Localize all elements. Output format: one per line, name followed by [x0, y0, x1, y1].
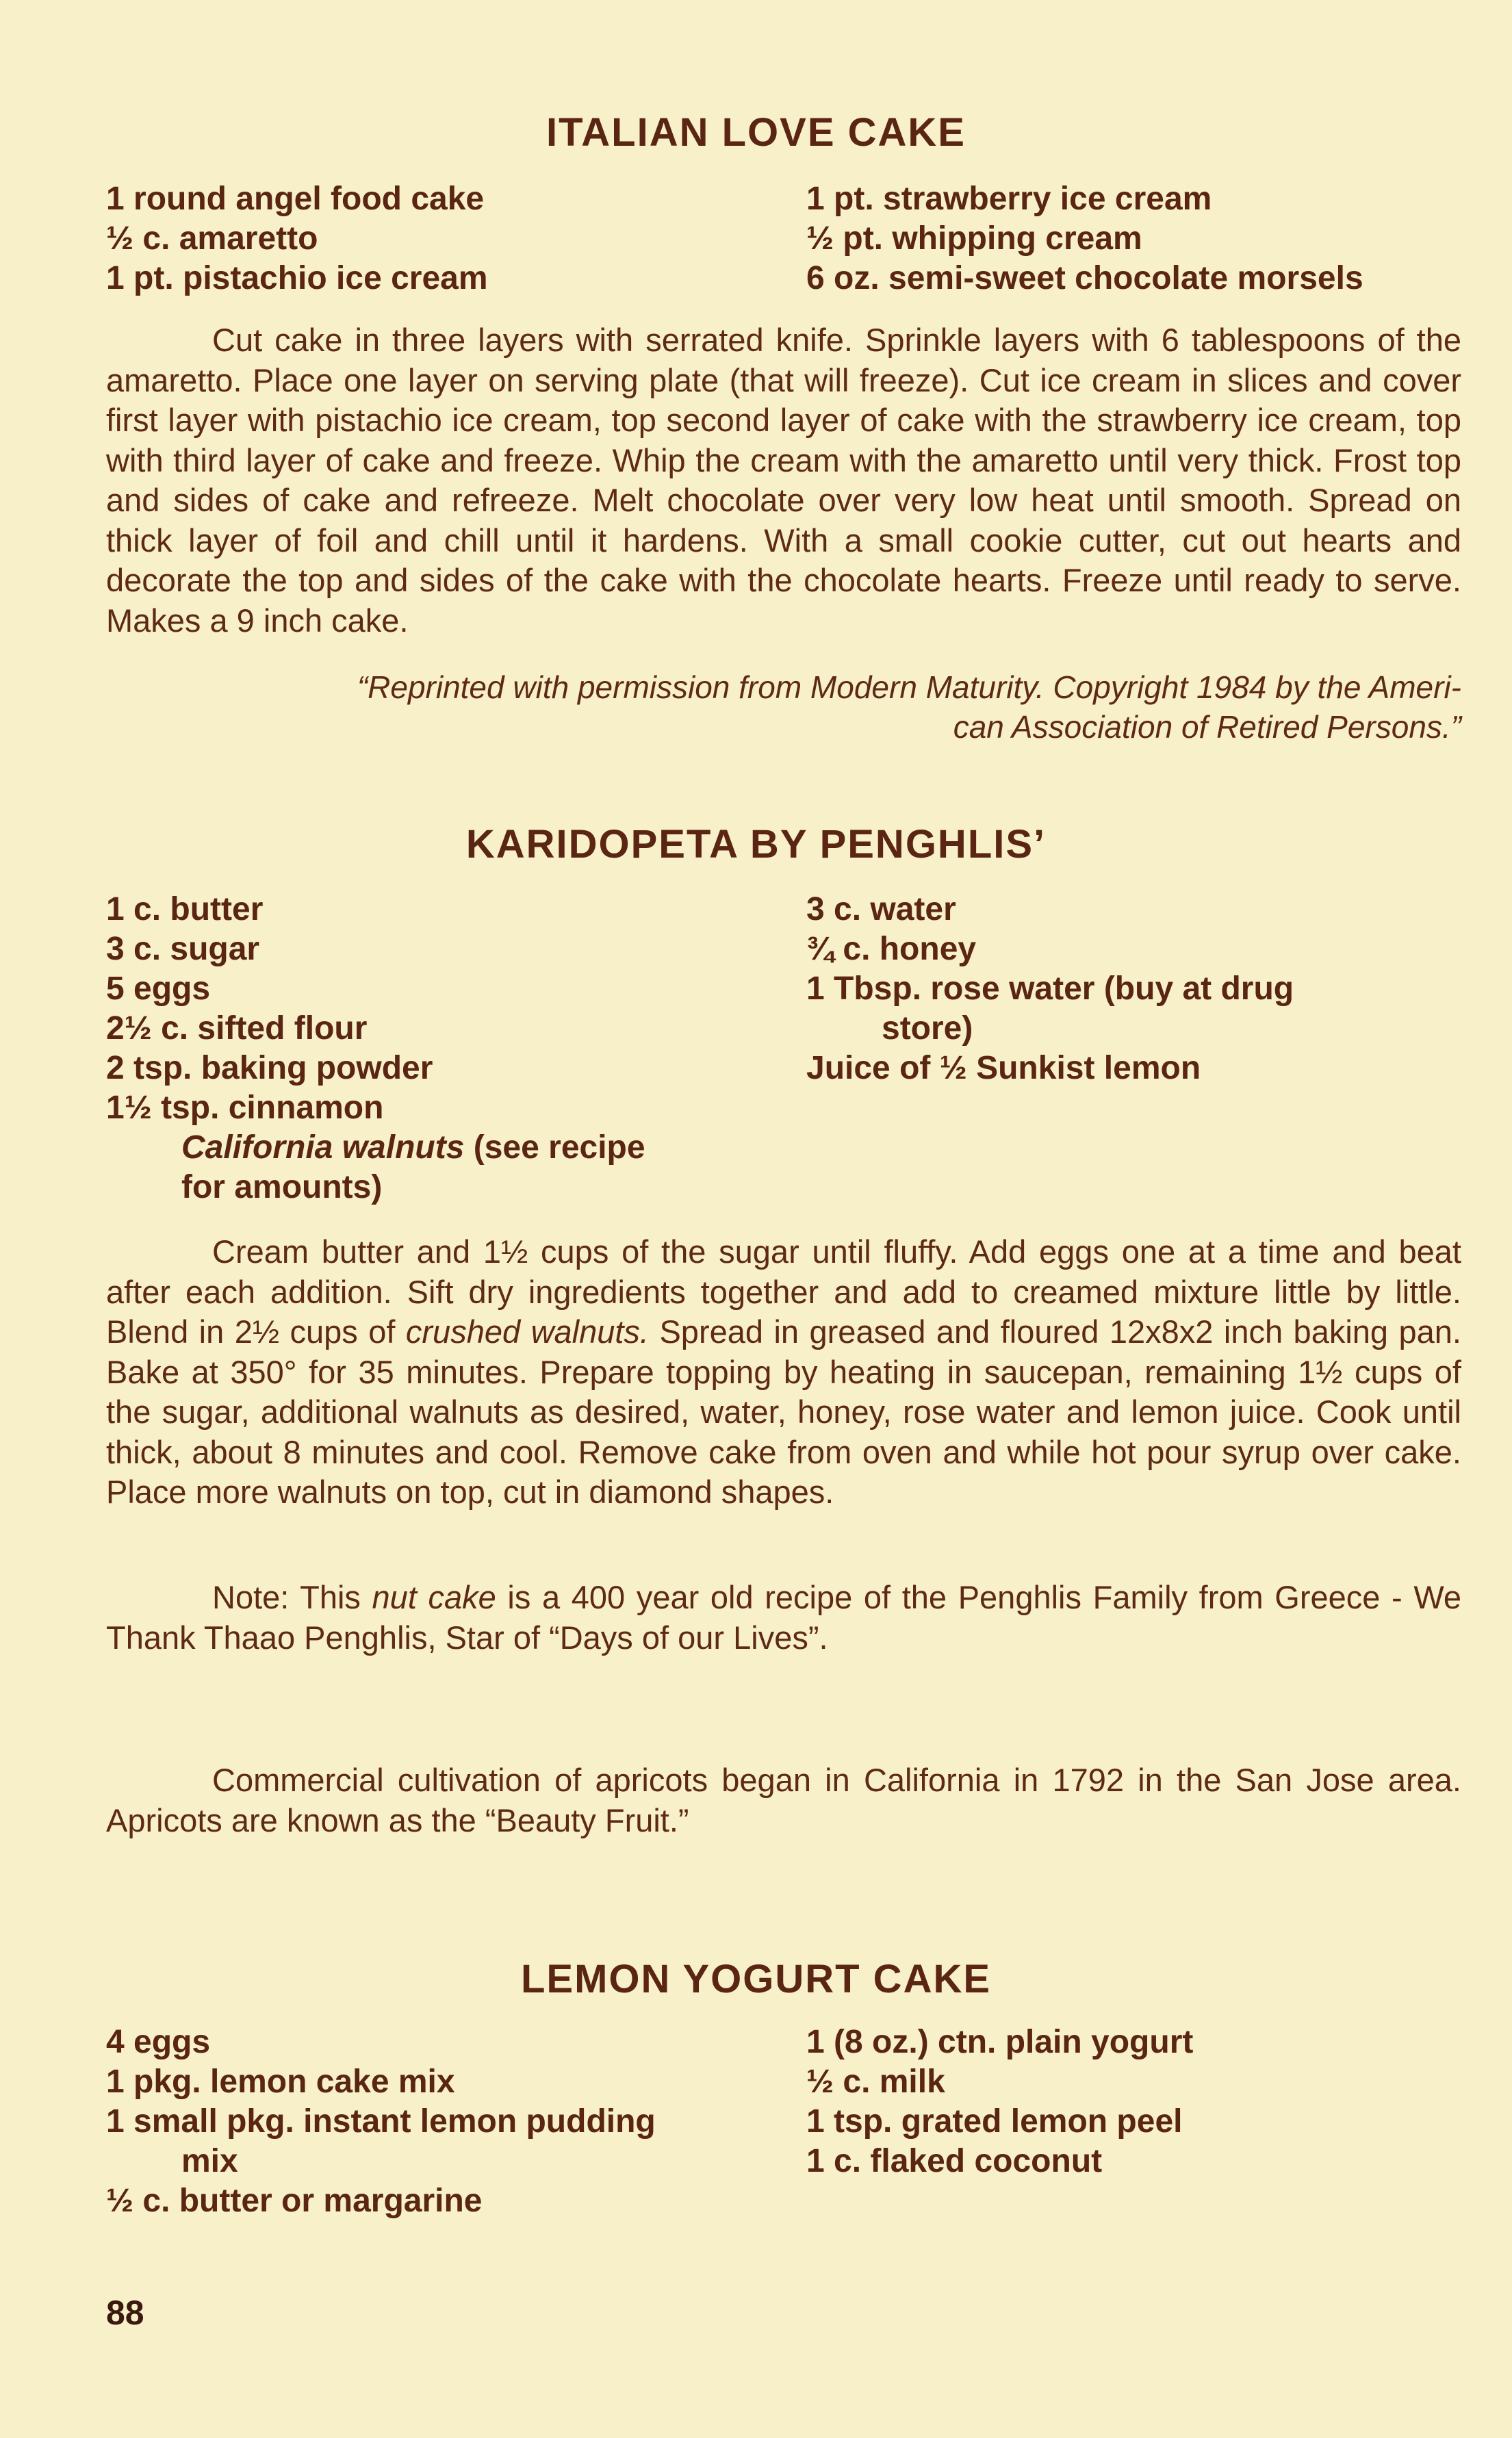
ingredients-right-lemon-yogurt-cake: [806, 2023, 1193, 2181]
ingredient-item: ½ pt. whipping cream: [806, 220, 1142, 257]
ingredient-item: ½ c. butter or margarine: [106, 2183, 483, 2219]
recipe-title-italian-love-cake: ITALIAN LOVE CAKE: [546, 110, 966, 155]
apricot-fact: Commercial cultivation of apricots began in California in 1792 in the San Jose area. Apricots are known as the “Beauty Fruit.”: [106, 1762, 1461, 1838]
ingredient-item: ½ c. milk: [806, 2064, 945, 2100]
ingredient-item: 1 tsp. grated lemon peel: [806, 2103, 1183, 2140]
ingredient-item: ½ c. amaretto: [106, 220, 318, 257]
ingredient-item: 3 c. sugar: [106, 931, 260, 967]
ingredient-item: 1 c. butter: [106, 891, 264, 927]
ingredient-item-walnuts: [106, 1128, 645, 1168]
ingredient-item: 1 Tbsp. rose water (buy at drug: [806, 971, 1294, 1007]
note-text: Note: This: [212, 1579, 372, 1615]
credit-line: can Association of Retired Persons.”: [953, 709, 1461, 745]
walnuts-note: (see recipe: [464, 1129, 645, 1166]
ingredient-item: 4 eggs: [106, 2024, 211, 2060]
ingredient-item: Juice of ½ Sunkist lemon: [806, 1050, 1201, 1086]
credit-line: “Reprinted with permission from Modern Maturity. Copyright 1984 by the Ameri-: [357, 669, 1461, 705]
karidopeta-note: [106, 1578, 1461, 1658]
page-number: 88: [106, 2294, 144, 2332]
reprint-credit: [106, 667, 1461, 747]
ingredients-right-karidopeta: [806, 890, 1294, 1088]
ingredient-item-continuation: mix: [181, 2143, 238, 2179]
note-italic: nut cake: [372, 1579, 496, 1615]
directions-text: Spread in greased and floured 12x8x2 inch baking pan. Bake at 350° for 35 minutes. Prepare topping by heating in saucepan, remaining 1½ cups of the sugar, additional walnuts as desired, water, honey, rose water and lemon juice. Cook until thick, about 8 minutes and cool. Remove cake from oven and while hot pour syrup over cake. Place more walnuts on top, cut in diamond shapes.: [106, 1313, 1461, 1510]
directions-italian-love-cake: Cut cake in three layers with serrated knife. Sprinkle layers with 6 tablespoons of the amaretto. Place one layer on serving plate (that will freeze). Cut ice cream in slices and cover first layer with pistachio ice cream, top second layer of cake with the strawberry ice cream, top with third layer of cake and freeze. Whip the cream with the amaretto until very thick. Frost top and sides of cake and refreeze. Melt chocolate over very low heat until smooth. Spread on thick layer of foil and chill until it hardens. With a small cookie cutter, cut out hearts and decorate the top and sides of the cake with the chocolate hearts. Freeze until ready to serve. Makes a 9 inch cake.: [106, 322, 1461, 639]
ingredient-item: 1 c. flaked coconut: [806, 2143, 1103, 2179]
recipe-title-karidopeta: KARIDOPETA BY PENGHLIS’: [465, 822, 1047, 867]
directions-italic: crushed walnuts.: [405, 1313, 649, 1350]
ingredient-item: 1 pt. pistachio ice cream: [106, 260, 488, 296]
ingredient-item: 1 round angel food cake: [106, 181, 485, 217]
ingredient-item: 2 tsp. baking powder: [106, 1050, 433, 1086]
ingredient-item: 1½ tsp. cinnamon: [106, 1090, 384, 1126]
walnuts-italic: California walnuts: [181, 1129, 465, 1166]
ingredients-left-karidopeta: [106, 890, 645, 1207]
ingredient-item: 2½ c. sifted flour: [106, 1010, 368, 1047]
ingredient-item: ¾ c. honey: [806, 931, 977, 967]
ingredient-item-continuation: for amounts): [181, 1169, 383, 1205]
ingredients-right-italian-love-cake: [806, 179, 1363, 298]
recipe-title-lemon-yogurt-cake: LEMON YOGURT CAKE: [520, 1957, 992, 2001]
ingredients-left-italian-love-cake: [106, 179, 488, 298]
ingredient-item: 3 c. water: [806, 891, 956, 927]
ingredient-item: 1 pkg. lemon cake mix: [106, 2064, 455, 2100]
note-text: is a 400 year old recipe of the Penghlis Family from Greece - We Thank Thaao Penghlis, Star of “Days of our Lives”.: [106, 1579, 1461, 1656]
ingredients-left-lemon-yogurt-cake: [106, 2023, 656, 2221]
ingredient-item-continuation: store): [882, 1010, 973, 1047]
ingredient-item: 1 (8 oz.) ctn. plain yogurt: [806, 2024, 1194, 2060]
ingredient-item: 1 pt. strawberry ice cream: [806, 181, 1212, 217]
ingredient-item: 6 oz. semi-sweet chocolate morsels: [806, 260, 1363, 296]
ingredient-item: 1 small pkg. instant lemon pudding: [106, 2103, 656, 2140]
directions-text: Cream butter and 1½ cups of the sugar until fluffy. Add eggs one at a time and beat after each addition. Sift dry ingredients together and add to creamed mixture little by little. Blend in 2½ cups of: [106, 1233, 1461, 1350]
ingredient-item: 5 eggs: [106, 971, 211, 1007]
directions-karidopeta: [106, 1232, 1461, 1513]
